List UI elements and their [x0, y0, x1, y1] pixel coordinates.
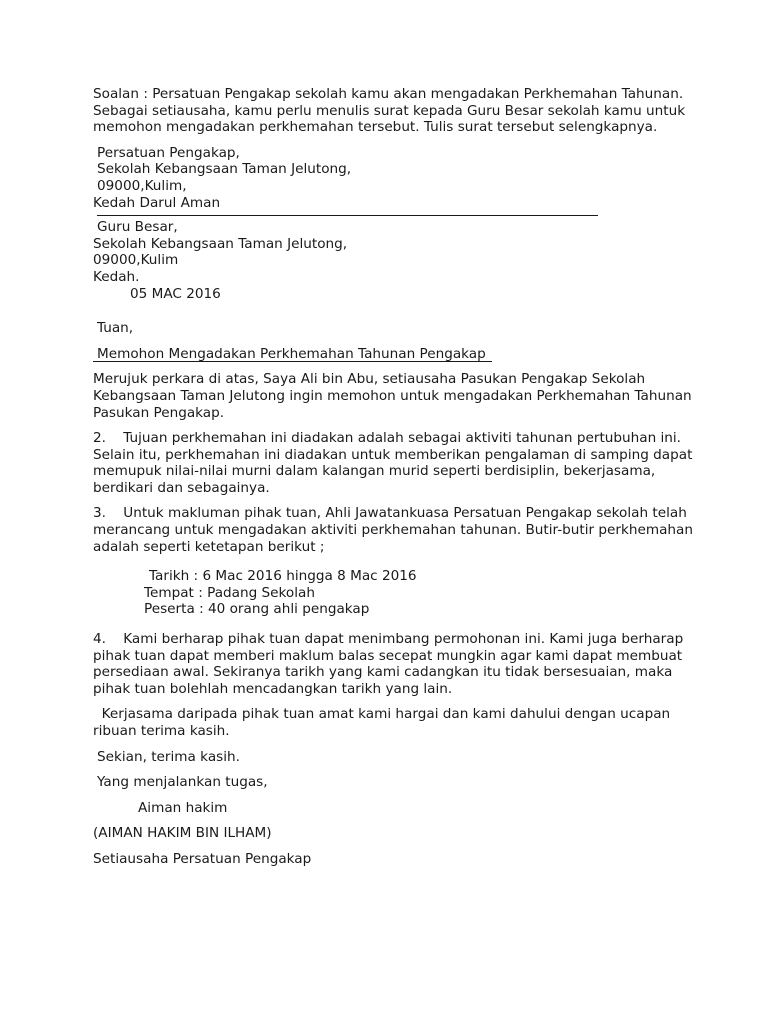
address-divider — [97, 215, 598, 216]
recipient-line-4: Kedah. — [93, 268, 140, 285]
letter-subject: Memohon Mengadakan Perkhemahan Tahunan Pengakap — [93, 347, 492, 362]
letter-date: 05 MAC 2016 — [130, 285, 221, 302]
closing-duty: Yang menjalankan tugas, — [97, 774, 268, 791]
camp-details — [93, 568, 693, 618]
salutation: Tuan, — [97, 320, 134, 337]
paragraph-4: 4. Kami berharap pihak tuan dapat menimbang permohonan ini. Kami juga berharap pihak tuan dapat memberi maklum balas secepat mungkin agar kami dapat membuat persediaan awal. Sekiranya tarikh yang kami cadangkan itu tidak bersesuaian, maka pihak tuan bolehlah mencadangkan tarikh yang lain. — [93, 631, 688, 697]
sender-line-3: 09000,Kulim, — [97, 177, 187, 194]
detail-tarikh: Tarikh : 6 Mac 2016 hingga 8 Mac 2016 — [149, 568, 417, 585]
detail-tempat: Tempat : Padang Sekolah — [144, 584, 315, 601]
full-name: (AIMAN HAKIM BIN ILHAM) — [93, 825, 272, 842]
sender-address — [93, 145, 693, 211]
recipient-line-3: 09000,Kulim — [93, 252, 179, 269]
closing-thanks: Sekian, terima kasih. — [97, 748, 240, 765]
recipient-line-1: Guru Besar, — [97, 219, 178, 236]
signature-name: Aiman hakim — [138, 799, 228, 816]
sender-line-2: Sekolah Kebangsaan Taman Jelutong, — [97, 161, 352, 178]
question-text: Soalan : Persatuan Pengakap sekolah kamu akan mengadakan Perkhemahan Tahunan. Sebagai setiausaha, kamu perlu menulis surat kepada Guru Besar sekolah kamu untuk memohon mengadakan perkhemahan tersebut. Tulis surat tersebut selengkapnya. — [93, 86, 690, 136]
sender-line-4: Kedah Darul Aman — [93, 194, 221, 211]
sender-line-1: Persatuan Pengakap, — [97, 144, 240, 161]
position-title: Setiausaha Persatuan Pengakap — [93, 850, 312, 867]
paragraph-3: 3. Untuk makluman pihak tuan, Ahli Jawatankuasa Persatuan Pengakap sekolah telah merancang untuk mengadakan aktiviti perkhemahan tahunan. Butir-butir perkhemahan adalah seperti ketetapan berikut ; — [93, 505, 698, 555]
paragraph-5: Kerjasama daripada pihak tuan amat kami hargai dan kami dahului dengan ucapan ribuan terima kasih. — [93, 706, 675, 739]
recipient-line-2: Sekolah Kebangsaan Taman Jelutong, — [93, 235, 348, 252]
recipient-address — [93, 219, 693, 285]
detail-peserta: Peserta : 40 orang ahli pengakap — [144, 601, 370, 618]
paragraph-2: 2. Tujuan perkhemahan ini diadakan adalah sebagai aktiviti tahunan pertubuhan ini. Selain itu, perkhemahan ini diadakan untuk memberikan pengalaman di samping dapat memupuk nilai-nilai murni dalam kalangan murid seperti berdisiplin, bekerjasama, berdikari dan sebagainya. — [93, 430, 697, 496]
letter-document — [93, 86, 698, 868]
paragraph-1: Merujuk perkara di atas, Saya Ali bin Abu, setiausaha Pasukan Pengakap Sekolah Kebangsaan Taman Jelutong ingin memohon untuk mengadakan Perkhemahan Tahunan Pasukan Pengakap. — [93, 371, 697, 421]
